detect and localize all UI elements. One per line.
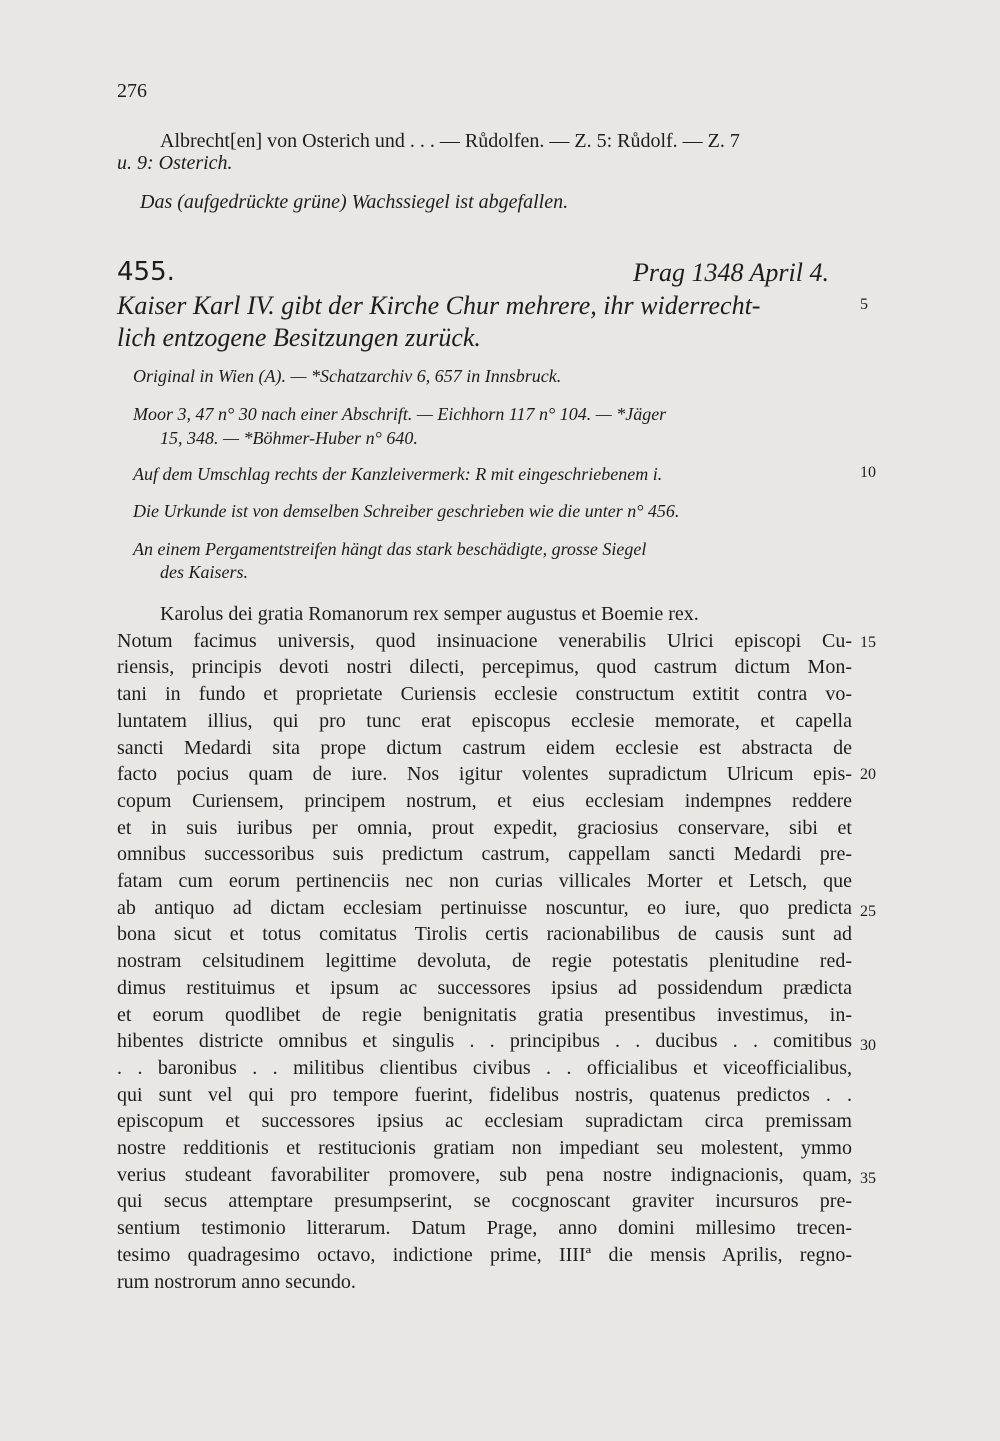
line-number: 30	[860, 1037, 876, 1054]
prev-doc-line-1: Albrecht[en] von Osterich und . . . — Růdolfen. — Z. 5: Růdolf. — Z. 7	[160, 130, 740, 152]
document-date: Prag 1348 April 4.	[633, 258, 829, 287]
body-line: et in suis iuribus per omnia, prout expedit, graciosius conservare, sibi et	[117, 816, 852, 839]
body-line: tani in fundo et proprietate Curiensis ecclesie constructum extitit contra vo-	[117, 683, 852, 706]
meta-line: 15, 348. — *Böhmer-Huber n° 640.	[160, 428, 418, 448]
summary-line-1: Kaiser Karl IV. gibt der Kirche Chur mehrere, ihr widerrecht-	[117, 291, 761, 320]
line-number: 5	[860, 296, 868, 313]
meta-line: Auf dem Umschlag rechts der Kanzleivermerk: R mit eingeschriebenem i.	[133, 464, 663, 484]
seal-note: Das (aufgedrückte grüne) Wachssiegel ist abgefallen.	[140, 191, 569, 213]
page-number: 276	[117, 80, 147, 102]
body-line: episcopum et successores ipsius ac ecclesiam supradictam circa premissam	[117, 1110, 852, 1133]
line-number: 20	[860, 766, 876, 783]
body-line: qui secus attemptare presumpserint, se cocgnoscant graviter incursuros pre-	[117, 1190, 852, 1213]
body-line: riensis, principis devoti nostri dilecti, percepimus, quod castrum dictum Mon-	[117, 656, 852, 679]
body-line: omnibus successoribus suis predictum castrum, cappellam sancti Medardi pre-	[117, 843, 852, 866]
body-line: copum Curiensem, principem nostrum, et eius ecclesiam indempnes reddere	[117, 789, 852, 812]
document-number: 455.	[117, 257, 175, 287]
meta-line: des Kaisers.	[160, 562, 249, 582]
body-line: Notum facimus universis, quod insinuacione venerabilis Ulrici episcopi Cu-	[117, 629, 852, 652]
prev-doc-line-2: u. 9: Osterich.	[117, 152, 233, 174]
body-line: tesimo quadragesimo octavo, indictione prime, IIIIª die mensis Aprilis, regno-	[117, 1243, 852, 1266]
meta-line: Die Urkunde ist von demselben Schreiber geschrieben wie die unter n° 456.	[133, 501, 680, 521]
body-line: hibentes districte omnibus et singulis . . principibus . . ducibus . . comitibus	[117, 1030, 852, 1053]
meta-line: Original in Wien (A). — *Schatzarchiv 6, 657 in Innsbruck.	[133, 366, 562, 386]
body-line: Karolus dei gratia Romanorum rex semper augustus et Boemie rex.	[160, 603, 699, 625]
line-number: 15	[860, 634, 876, 651]
body-line: rum nostrorum anno secundo.	[117, 1270, 356, 1293]
body-line: sentium testimonio litterarum. Datum Prage, anno domini millesimo trecen-	[117, 1217, 852, 1240]
body-line: fatam cum eorum pertinenciis nec non curias villicales Morter et Letsch, que	[117, 870, 852, 892]
body-line: bona sicut et totus comitatus Tirolis certis racionabilibus de causis sunt ad	[117, 923, 852, 946]
meta-line: An einem Pergamentstreifen hängt das stark beschädigte, grosse Siegel	[133, 539, 647, 559]
line-number: 10	[860, 464, 876, 481]
body-line: facto pocius quam de iure. Nos igitur volentes supradictum Ulricum epis-	[117, 763, 852, 786]
line-number: 35	[860, 1170, 876, 1187]
meta-line: Moor 3, 47 n° 30 nach einer Abschrift. — Eichhorn 117 n° 104. — *Jäger	[133, 404, 667, 424]
body-line: dimus restituimus et ipsum ac successores ipsius ad possidendum prædicta	[117, 976, 852, 999]
body-line: sancti Medardi sita prope dictum castrum eidem ecclesie est abstracta de	[117, 736, 852, 759]
body-line: ab antiquo ad dictam ecclesiam pertinuisse noscuntur, eo iure, quo predicta	[117, 896, 852, 919]
body-line: nostram celsitudinem legittime devoluta, de regie potestatis plenitudine red-	[117, 950, 852, 973]
body-line: et eorum quodlibet de regie benignitatis gratia presentibus investimus, in-	[117, 1003, 852, 1026]
body-line: qui sunt vel qui pro tempore fuerint, fidelibus nostris, quatenus predictos . .	[117, 1083, 852, 1106]
body-line: nostre redditionis et restitucionis gratiam non impediant seu molestent, ymmo	[117, 1137, 852, 1159]
summary-line-2: lich entzogene Besitzungen zurück.	[117, 323, 481, 352]
line-number: 25	[860, 903, 876, 920]
body-line: verius studeant favorabiliter promovere, sub pena nostre indignacionis, quam,	[117, 1163, 852, 1186]
body-line: luntatem illius, qui pro tunc erat episcopus ecclesie memorate, et capella	[117, 709, 852, 732]
body-line: . . baronibus . . militibus clientibus civibus . . officialibus et viceofficialibus,	[117, 1056, 852, 1079]
